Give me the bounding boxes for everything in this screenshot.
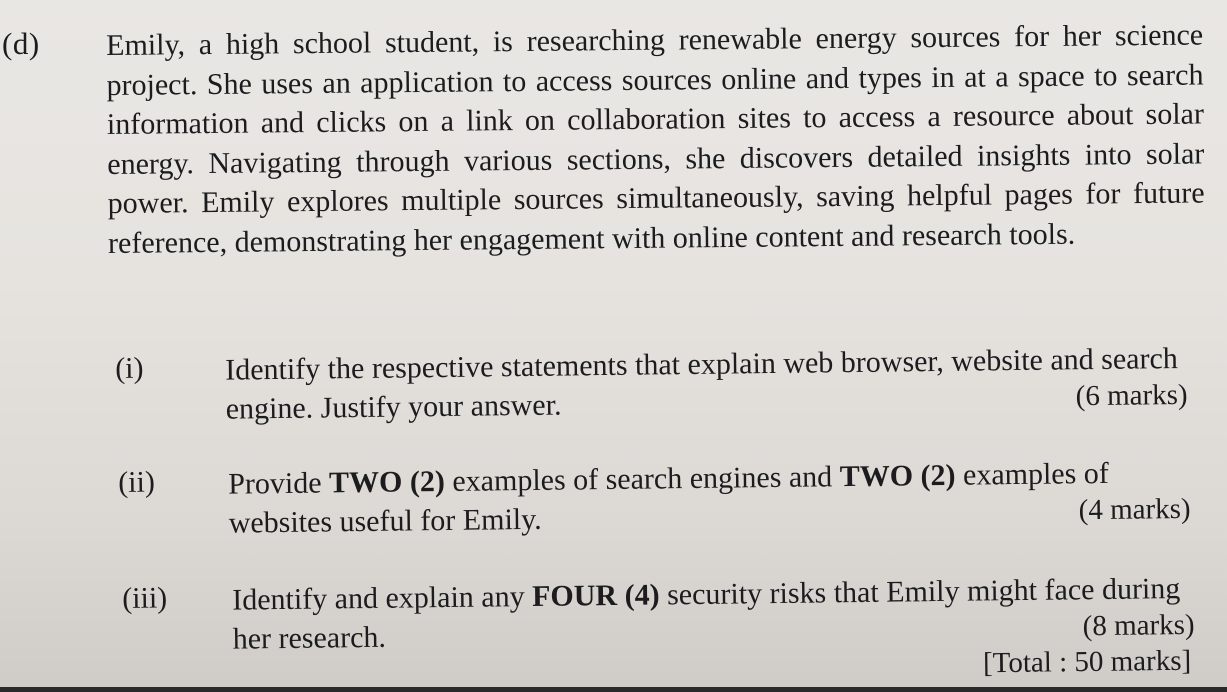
question-label: (d): [2, 26, 40, 61]
text-segment: Provide: [228, 466, 330, 501]
subquestion-iii: [122, 569, 1202, 656]
text-segment: security risks that Emily might face during her research.: [232, 572, 1181, 656]
subquestion-number: (iii): [122, 581, 168, 615]
subquestion-i: [115, 339, 1195, 426]
question-passage: Emily, a high school student, is researching renewable energy sources for her science project. She uses an application to access sources online and types in at a space to search information and clicks on a link on collaboration sites to access a resource about solar energy. Navigating through various sections, she discovers detailed insights into solar power. Emily explores multiple sources simultaneously, saving helpful pages for future reference, demonstrating her engagement with online content and research tools.: [106, 18, 1205, 260]
subquestion-ii: [118, 453, 1198, 540]
subquestion-number: (ii): [118, 465, 156, 499]
subquestion-text: Identify the respective statements that explain web browser, website and search engine. Justify your answer.: [225, 342, 1178, 426]
subquestion-marks: (4 marks): [1078, 492, 1191, 527]
subquestion-marks: (8 marks): [1082, 608, 1195, 643]
subquestion-marks: (6 marks): [1075, 378, 1188, 413]
page-edge-shadow: [0, 687, 1227, 692]
total-marks: [Total : 50 marks]: [982, 644, 1192, 680]
subquestion-number: (i): [115, 351, 144, 385]
bold-count: FOUR (4): [531, 578, 660, 613]
subquestion-text: [228, 453, 1199, 543]
text-segment: Identify and explain any: [232, 579, 533, 617]
bold-count: TWO (2): [839, 458, 956, 494]
bold-count: TWO (2): [328, 465, 446, 500]
text-segment: examples of websites useful for Emily.: [228, 456, 1109, 540]
text-segment: examples of search engines and: [444, 460, 840, 499]
subquestion-text: [232, 569, 1203, 659]
